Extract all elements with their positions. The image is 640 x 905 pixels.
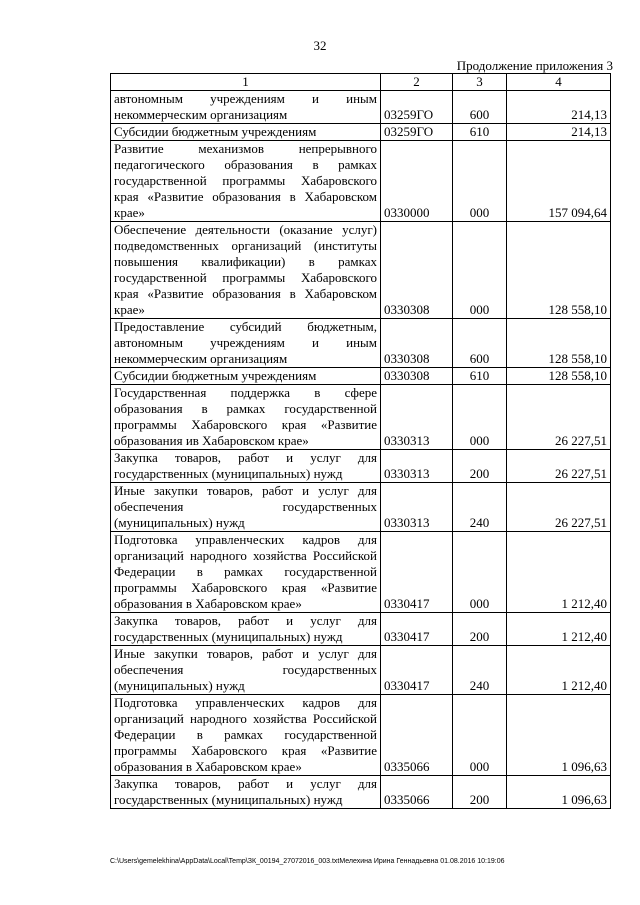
row-code: 0330313 bbox=[381, 483, 453, 532]
row-amount: 26 227,51 bbox=[507, 385, 611, 450]
row-code: 03259ГО bbox=[381, 124, 453, 141]
row-type: 000 bbox=[453, 695, 507, 776]
row-type: 240 bbox=[453, 483, 507, 532]
column-header-2: 2 bbox=[381, 74, 453, 91]
table-header-row bbox=[111, 74, 611, 91]
page-number: 32 bbox=[313, 38, 327, 53]
table-row bbox=[111, 368, 611, 385]
table-row bbox=[111, 695, 611, 776]
row-code: 03259ГО bbox=[381, 91, 453, 124]
row-name: Закупка товаров, работ и услуг для государственных (муниципальных) нужд bbox=[111, 450, 381, 483]
table-row bbox=[111, 450, 611, 483]
row-code: 0330308 bbox=[381, 222, 453, 319]
column-header-3: 3 bbox=[453, 74, 507, 91]
row-code: 0330308 bbox=[381, 319, 453, 368]
row-type: 000 bbox=[453, 222, 507, 319]
table-row bbox=[111, 776, 611, 809]
row-amount: 128 558,10 bbox=[507, 222, 611, 319]
row-type: 610 bbox=[453, 124, 507, 141]
row-code: 0335066 bbox=[381, 695, 453, 776]
row-type: 600 bbox=[453, 319, 507, 368]
row-name: Закупка товаров, работ и услуг для государственных (муниципальных) нужд bbox=[111, 613, 381, 646]
row-name: Подготовка управленческих кадров для организаций народного хозяйства Российской Федерации в рамках государственной программы Хабаровского края «Развитие образования в Хабаровском крае» bbox=[111, 695, 381, 776]
table-row bbox=[111, 91, 611, 124]
table-row bbox=[111, 532, 611, 613]
continuation-label: Продолжение приложения 3 bbox=[456, 58, 613, 73]
row-name: Закупка товаров, работ и услуг для государственных (муниципальных) нужд bbox=[111, 776, 381, 809]
row-amount: 26 227,51 bbox=[507, 483, 611, 532]
row-type: 200 bbox=[453, 613, 507, 646]
row-name: Иные закупки товаров, работ и услуг для обеспечения государственных (муниципальных) нужд bbox=[111, 646, 381, 695]
row-type: 200 bbox=[453, 450, 507, 483]
row-code: 0330313 bbox=[381, 450, 453, 483]
table-row bbox=[111, 613, 611, 646]
row-type: 200 bbox=[453, 776, 507, 809]
row-type: 000 bbox=[453, 141, 507, 222]
row-type: 000 bbox=[453, 385, 507, 450]
row-code: 0330417 bbox=[381, 532, 453, 613]
row-code: 0330308 bbox=[381, 368, 453, 385]
row-name: Иные закупки товаров, работ и услуг для обеспечения государственных (муниципальных) нужд bbox=[111, 483, 381, 532]
row-name: Субсидии бюджетным учреждениям bbox=[111, 368, 381, 385]
table-row bbox=[111, 222, 611, 319]
row-name: Субсидии бюджетным учреждениям bbox=[111, 124, 381, 141]
table-row bbox=[111, 646, 611, 695]
table-row bbox=[111, 124, 611, 141]
row-amount: 1 096,63 bbox=[507, 695, 611, 776]
table-row bbox=[111, 141, 611, 222]
row-amount: 157 094,64 bbox=[507, 141, 611, 222]
row-amount: 26 227,51 bbox=[507, 450, 611, 483]
row-amount: 1 212,40 bbox=[507, 646, 611, 695]
table-row bbox=[111, 319, 611, 368]
row-amount: 214,13 bbox=[507, 91, 611, 124]
row-code: 0330417 bbox=[381, 646, 453, 695]
row-type: 610 bbox=[453, 368, 507, 385]
budget-table bbox=[110, 73, 611, 809]
table-row bbox=[111, 385, 611, 450]
row-name: Развитие механизмов непрерывного педагогического образования в рамках государственной программы Хабаровского края «Развитие образования в Хабаровском крае» bbox=[111, 141, 381, 222]
row-name: Подготовка управленческих кадров для организаций народного хозяйства Российской Федерации в рамках государственной программы Хабаровского края «Развитие образования в Хабаровском крае» bbox=[111, 532, 381, 613]
row-amount: 1 212,40 bbox=[507, 613, 611, 646]
row-type: 000 bbox=[453, 532, 507, 613]
row-amount: 128 558,10 bbox=[507, 368, 611, 385]
row-code: 0330000 bbox=[381, 141, 453, 222]
row-code: 0330313 bbox=[381, 385, 453, 450]
row-amount: 1 212,40 bbox=[507, 532, 611, 613]
footer-file-path: C:\Users\gemelekhina\AppData\Local\Temp\ЗК_00194_27072016_003.txtМелехина Ирина Геннадьевна 01.08.2016 10:19:06 bbox=[110, 858, 505, 865]
row-type: 600 bbox=[453, 91, 507, 124]
row-amount: 1 096,63 bbox=[507, 776, 611, 809]
column-header-1: 1 bbox=[111, 74, 381, 91]
row-amount: 128 558,10 bbox=[507, 319, 611, 368]
row-type: 240 bbox=[453, 646, 507, 695]
row-name: Государственная поддержка в сфере образования в рамках государственной программы Хабаровского края «Развитие образования ив Хабаровском крае» bbox=[111, 385, 381, 450]
row-amount: 214,13 bbox=[507, 124, 611, 141]
column-header-4: 4 bbox=[507, 74, 611, 91]
table-row bbox=[111, 483, 611, 532]
row-name: Предоставление субсидий бюджетным, автономным учреждениям и иным некоммерческим организациям bbox=[111, 319, 381, 368]
row-code: 0335066 bbox=[381, 776, 453, 809]
row-name: Обеспечение деятельности (оказание услуг) подведомственных организаций (институты повышения квалификации) в рамках государственной программы Хабаровского края «Развитие образования в Хабаровском крае» bbox=[111, 222, 381, 319]
row-name: автономным учреждениям и иным некоммерческим организациям bbox=[111, 91, 381, 124]
row-code: 0330417 bbox=[381, 613, 453, 646]
